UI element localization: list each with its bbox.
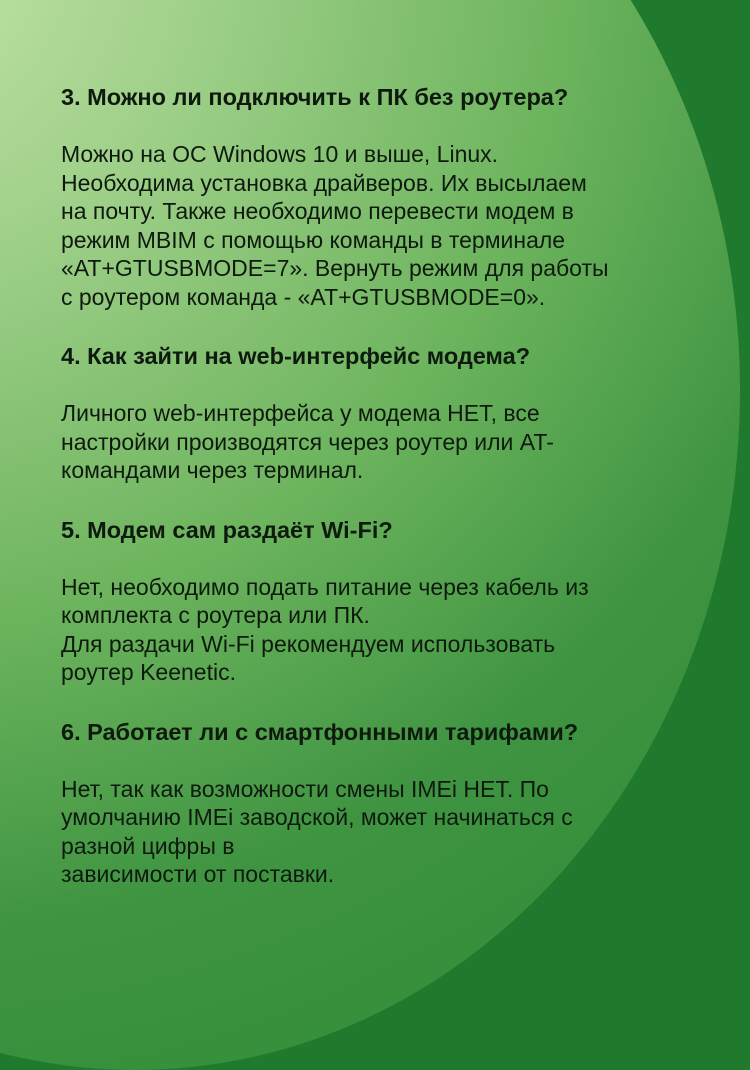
faq-answer [61,775,711,889]
answer-line: режим MBIM с помощью команды в терминале [61,226,566,253]
answer-line: умолчанию IMEi заводской, может начинаться с [61,804,573,830]
answer-line: настройки производятся через роутер или AT- [61,428,554,455]
faq-question: 4. Как зайти на web-интерфейс модема? [61,343,531,369]
answer-line: разной цифры в [61,832,235,859]
faq-item-3 [61,82,711,311]
faq-answer [61,573,711,687]
answer-line: «AT+GTUSBMODE=7». Вернуть режим для работы [61,255,609,281]
faq-item-6 [61,717,711,889]
answer-line: Необходима установка драйверов. Их высылаем [61,169,587,196]
answer-line: Личного web-интерфейса у модема НЕТ, все [61,400,540,426]
answer-line: зависимости от поставки. [61,861,335,887]
answer-line: командами через терминал. [61,457,364,483]
faq-question: 6. Работает ли с смартфонными тарифами? [61,718,579,745]
faq-question: 5. Модем сам раздаёт Wi-Fi? [61,516,393,543]
answer-line: Для раздачи Wi-Fi рекомендуем использовать [61,630,556,657]
faq-question: 3. Можно ли подключить к ПК без роутера? [61,84,569,110]
answer-line: Нет, так как возможности смены IMEi НЕТ. По [61,775,549,802]
answer-line: на почту. Также необходимо перевести модем в [61,198,574,224]
answer-line: роутер Keenetic. [61,659,236,685]
faq-answer [61,399,711,485]
faq-answer [61,140,711,311]
answer-line: Можно на ОС Windows 10 и выше, Linux. [61,141,499,167]
faq-item-5 [61,515,711,687]
answer-line: с роутером команда - «AT+GTUSBMODE=0». [61,283,546,310]
faq-item-4 [61,341,711,485]
answer-line: Нет, необходимо подать питание через кабель из [61,573,589,600]
faq-list [61,82,711,919]
answer-line: комплекта с роутера или ПК. [61,602,370,628]
